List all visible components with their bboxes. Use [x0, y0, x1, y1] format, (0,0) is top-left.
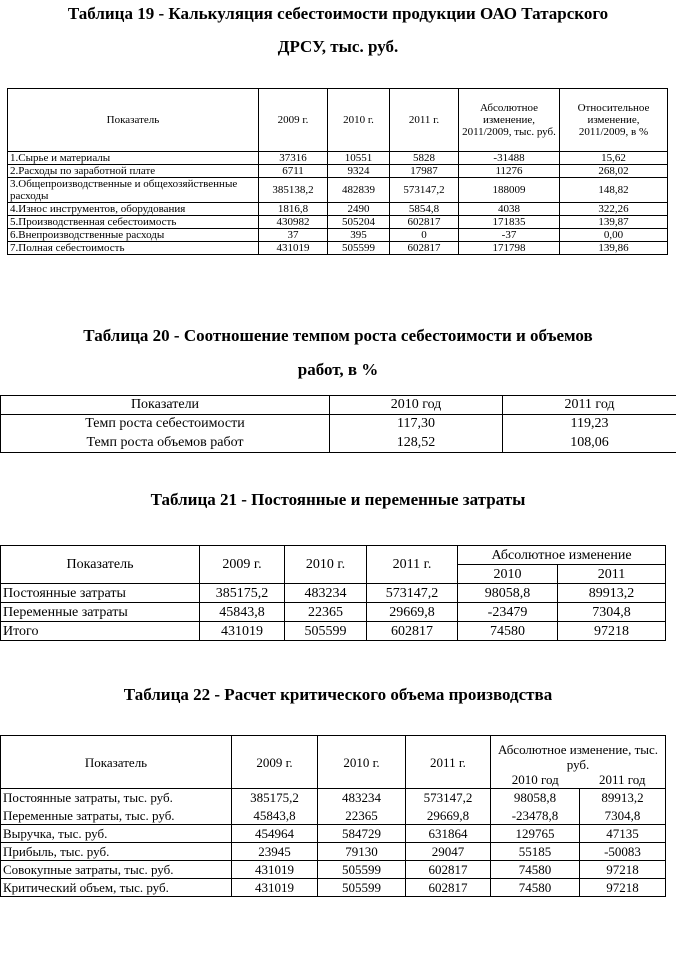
header-cell: 2009 г. — [259, 89, 328, 152]
row-label: Переменные затраты — [1, 603, 200, 622]
header-cell: 2009 г. — [232, 736, 318, 789]
table-row — [1, 622, 666, 641]
cell: 430982 — [259, 216, 328, 229]
table21-title: Таблица 21 - Постоянные и переменные затраты — [150, 490, 526, 509]
cell: 10551 — [328, 152, 390, 165]
cell: 15,62 — [560, 152, 668, 165]
cell: 454964 — [232, 825, 318, 843]
table-header-row — [1, 736, 666, 772]
table19-title-line1: Таблица 19 - Калькуляция себестоимости продукции ОАО Татарского — [67, 4, 609, 23]
cell: 74580 — [458, 622, 558, 641]
cell: 385138,2 — [259, 178, 328, 203]
cell: 37 — [259, 229, 328, 242]
cell: 29669,8 — [367, 603, 458, 622]
cell: 0,00 — [560, 229, 668, 242]
cell: 139,86 — [560, 242, 668, 255]
header-cell: Показатель — [8, 89, 259, 152]
table22-title: Таблица 22 - Расчет критического объема производства — [123, 685, 553, 704]
row-label: Постоянные затраты — [1, 584, 200, 603]
cell: 482839 — [328, 178, 390, 203]
cell: 5828 — [390, 152, 459, 165]
header-cell: Показатель — [1, 736, 232, 789]
row-label: 5.Производственная себестоимость — [8, 216, 259, 229]
table-row — [1, 434, 676, 453]
table-row — [8, 216, 668, 229]
cell: -50083 — [580, 843, 666, 861]
header-cell: 2010 г. — [285, 546, 367, 584]
header-cell: 2010 год — [330, 396, 503, 415]
cell: 128,52 — [330, 434, 503, 453]
header-cell: Относительное изменение, 2011/2009, в % — [560, 89, 668, 152]
table-header-row — [8, 89, 668, 152]
table-row — [1, 789, 666, 807]
table-row — [1, 807, 666, 825]
cell: 268,02 — [560, 165, 668, 178]
cell: 148,82 — [560, 178, 668, 203]
table-row — [8, 178, 668, 203]
cell: -23478,8 — [491, 807, 580, 825]
cell: 89913,2 — [558, 584, 666, 603]
header-cell: 2009 г. — [200, 546, 285, 584]
cell: -23479 — [458, 603, 558, 622]
cell: 505599 — [328, 242, 390, 255]
header-cell: Показатели — [1, 396, 330, 415]
cell: 505599 — [318, 879, 406, 897]
table-21 — [0, 545, 666, 641]
cell: 385175,2 — [232, 789, 318, 807]
cell: 0 — [390, 229, 459, 242]
table-header-row — [1, 396, 676, 415]
table-20 — [0, 395, 676, 453]
row-label: 1.Сырье и материалы — [8, 152, 259, 165]
cell: 573147,2 — [367, 584, 458, 603]
table-header-row — [1, 546, 666, 565]
cell: 431019 — [200, 622, 285, 641]
cell: 29669,8 — [406, 807, 491, 825]
cell: 9324 — [328, 165, 390, 178]
cell: 2490 — [328, 203, 390, 216]
cell: 22365 — [285, 603, 367, 622]
cell: 45843,8 — [232, 807, 318, 825]
header-cell: 2010 г. — [328, 89, 390, 152]
cell: 108,06 — [503, 434, 676, 453]
cell: 505599 — [318, 861, 406, 879]
cell: 129765 — [491, 825, 580, 843]
cell: 79130 — [318, 843, 406, 861]
cell: 483234 — [285, 584, 367, 603]
cell: 171835 — [459, 216, 560, 229]
row-label: 2.Расходы по заработной плате — [8, 165, 259, 178]
cell: 55185 — [491, 843, 580, 861]
cell: 11276 — [459, 165, 560, 178]
table-row — [1, 603, 666, 622]
subheader-cell: 2011 — [558, 565, 666, 584]
cell: 505599 — [285, 622, 367, 641]
cell: -31488 — [459, 152, 560, 165]
table-row — [1, 843, 666, 861]
table-row — [1, 825, 666, 843]
row-label: Критический объем, тыс. руб. — [1, 879, 232, 897]
cell: 37316 — [259, 152, 328, 165]
cell: 89913,2 — [580, 789, 666, 807]
cell: 7304,8 — [558, 603, 666, 622]
table-row — [8, 229, 668, 242]
table-row — [8, 165, 668, 178]
table-22 — [0, 735, 666, 897]
table-row — [1, 861, 666, 879]
cell: 602817 — [390, 242, 459, 255]
table-row — [8, 242, 668, 255]
cell: 584729 — [318, 825, 406, 843]
cell: 171798 — [459, 242, 560, 255]
cell: 395 — [328, 229, 390, 242]
cell: 7304,8 — [580, 807, 666, 825]
cell: 23945 — [232, 843, 318, 861]
row-label: 7.Полная себестоимость — [8, 242, 259, 255]
cell: 322,26 — [560, 203, 668, 216]
header-cell: Абсолютное изменение, 2011/2009, тыс. руб. — [459, 89, 560, 152]
header-cell: Абсолютное изменение — [458, 546, 666, 565]
cell: 505204 — [328, 216, 390, 229]
header-cell: 2010 г. — [318, 736, 406, 789]
table20-title-line1: Таблица 20 - Соотношение темпом роста себестоимости и объемов — [83, 326, 593, 345]
cell: 431019 — [232, 861, 318, 879]
cell: 385175,2 — [200, 584, 285, 603]
subheader-cell: 2011 год — [580, 772, 666, 789]
table-19 — [7, 88, 668, 255]
row-label: 3.Общепроизводственные и общехозяйственные расходы — [8, 178, 259, 203]
cell: 97218 — [580, 861, 666, 879]
row-label: 6.Внепроизводственные расходы — [8, 229, 259, 242]
cell: 119,23 — [503, 415, 676, 434]
cell: 573147,2 — [390, 178, 459, 203]
cell: 431019 — [232, 879, 318, 897]
table-row — [1, 415, 676, 434]
cell: 602817 — [406, 861, 491, 879]
row-label: Постоянные затраты, тыс. руб. — [1, 789, 232, 807]
table20-title-line2: работ, в % — [297, 360, 379, 379]
header-cell: Абсолютное изменение, тыс. руб. — [491, 736, 666, 772]
cell: 602817 — [390, 216, 459, 229]
cell: 602817 — [367, 622, 458, 641]
cell: 1816,8 — [259, 203, 328, 216]
cell: 6711 — [259, 165, 328, 178]
cell: 631864 — [406, 825, 491, 843]
cell: 431019 — [259, 242, 328, 255]
header-cell: 2011 г. — [367, 546, 458, 584]
table-row — [8, 152, 668, 165]
cell: 98058,8 — [491, 789, 580, 807]
cell: 139,87 — [560, 216, 668, 229]
row-label: Совокупные затраты, тыс. руб. — [1, 861, 232, 879]
subheader-cell: 2010 — [458, 565, 558, 584]
row-label: Прибыль, тыс. руб. — [1, 843, 232, 861]
cell: 4038 — [459, 203, 560, 216]
header-cell: 2011 год — [503, 396, 676, 415]
cell: 47135 — [580, 825, 666, 843]
cell: 97218 — [580, 879, 666, 897]
cell: 74580 — [491, 879, 580, 897]
row-label: Выручка, тыс. руб. — [1, 825, 232, 843]
cell: 5854,8 — [390, 203, 459, 216]
header-cell: 2011 г. — [390, 89, 459, 152]
cell: 97218 — [558, 622, 666, 641]
header-cell: Показатель — [1, 546, 200, 584]
row-label: 4.Износ инструментов, оборудования — [8, 203, 259, 216]
cell: 74580 — [491, 861, 580, 879]
table19-title-line2: ДРСУ, тыс. руб. — [277, 37, 399, 56]
cell: -37 — [459, 229, 560, 242]
cell: 17987 — [390, 165, 459, 178]
cell: 602817 — [406, 879, 491, 897]
row-label: Темп роста себестоимости — [1, 415, 330, 434]
cell: 45843,8 — [200, 603, 285, 622]
subheader-cell: 2010 год — [491, 772, 580, 789]
row-label: Итого — [1, 622, 200, 641]
table-row — [8, 203, 668, 216]
table-row — [1, 584, 666, 603]
cell: 483234 — [318, 789, 406, 807]
table-row — [1, 879, 666, 897]
row-label: Переменные затраты, тыс. руб. — [1, 807, 232, 825]
cell: 98058,8 — [458, 584, 558, 603]
cell: 573147,2 — [406, 789, 491, 807]
cell: 117,30 — [330, 415, 503, 434]
cell: 29047 — [406, 843, 491, 861]
cell: 188009 — [459, 178, 560, 203]
header-cell: 2011 г. — [406, 736, 491, 789]
row-label: Темп роста объемов работ — [1, 434, 330, 453]
cell: 22365 — [318, 807, 406, 825]
